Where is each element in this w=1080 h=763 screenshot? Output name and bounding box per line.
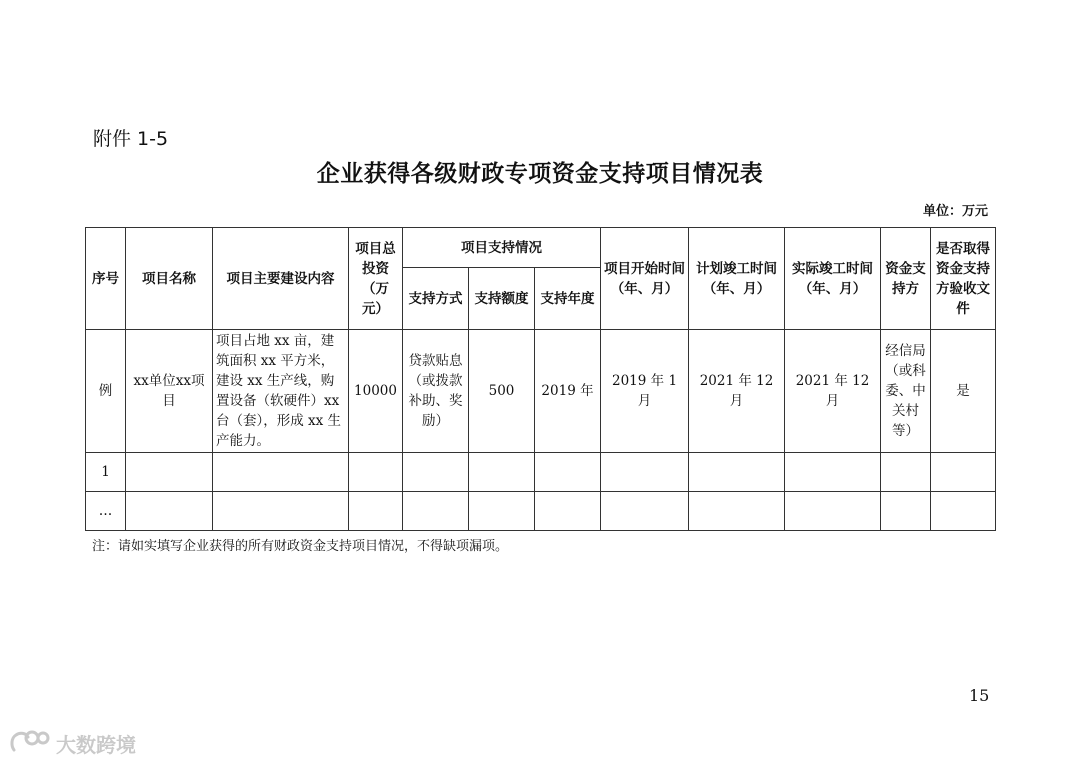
cell-total-invest [349, 492, 403, 531]
page-title: 企业获得各级财政专项资金支持项目情况表 [316, 161, 764, 187]
cell-actual-end [785, 492, 881, 531]
header-actual-end: 实际竣工时间（年、月） [785, 228, 881, 330]
cell-acceptance [931, 453, 996, 492]
header-project-name: 项目名称 [126, 228, 213, 330]
table-row [86, 330, 996, 453]
header-acceptance: 是否取得资金支持方验收文件 [931, 228, 996, 330]
cell-plan-end [689, 492, 785, 531]
cell-support-amount [469, 453, 535, 492]
cell-seq: … [86, 492, 126, 531]
watermark-text: 大数跨境 [56, 733, 136, 757]
cell-fund-source [881, 492, 931, 531]
cell-content [213, 492, 349, 531]
cell-total-invest: 10000 [349, 330, 403, 453]
header-total-invest: 项目总投资（万元） [349, 228, 403, 330]
header-fund-source: 资金支持方 [881, 228, 931, 330]
cell-support-year [535, 453, 601, 492]
header-content: 项目主要建设内容 [213, 228, 349, 330]
cell-acceptance [931, 492, 996, 531]
unit-label: 单位：万元 [922, 204, 988, 219]
header-support-year: 支持年度 [535, 268, 601, 330]
cell-plan-end [689, 453, 785, 492]
cell-actual-end: 2021 年 12 月 [785, 330, 881, 453]
cell-actual-end [785, 453, 881, 492]
cell-content: 项目占地 xx 亩，建筑面积 xx 平方米，建设 xx 生产线，购置设备（软硬件）xx 台（套），形成 xx 生产能力。 [213, 330, 349, 453]
cell-support-method [403, 453, 469, 492]
page-number: 15 [969, 686, 990, 705]
table-row [86, 453, 996, 492]
attachment-label: 附件 1-5 [93, 128, 169, 150]
cell-seq: 例 [86, 330, 126, 453]
cell-start-time: 2019 年 1 月 [601, 330, 689, 453]
chat-bubbles-logo-icon [10, 728, 50, 759]
header-support-amount: 支持额度 [469, 268, 535, 330]
watermark [10, 728, 136, 759]
cell-support-year: 2019 年 [535, 330, 601, 453]
header-support-group: 项目支持情况 [403, 228, 601, 268]
header-seq: 序号 [86, 228, 126, 330]
footnote: 注：请如实填写企业获得的所有财政资金支持项目情况，不得缺项漏项。 [92, 539, 509, 554]
cell-project-name: xx单位xx项目 [126, 330, 213, 453]
header-plan-end: 计划竣工时间（年、月） [689, 228, 785, 330]
cell-fund-source: 经信局（或科委、中关村等） [881, 330, 931, 453]
cell-start-time [601, 492, 689, 531]
cell-support-amount [469, 492, 535, 531]
header-support-method: 支持方式 [403, 268, 469, 330]
cell-project-name [126, 453, 213, 492]
cell-start-time [601, 453, 689, 492]
support-projects-table [85, 227, 996, 531]
cell-support-amount: 500 [469, 330, 535, 453]
cell-seq: 1 [86, 453, 126, 492]
cell-acceptance: 是 [931, 330, 996, 453]
cell-support-method [403, 492, 469, 531]
cell-support-year [535, 492, 601, 531]
header-start-time: 项目开始时间（年、月） [601, 228, 689, 330]
cell-plan-end: 2021 年 12 月 [689, 330, 785, 453]
cell-content [213, 453, 349, 492]
cell-project-name [126, 492, 213, 531]
table-row [86, 492, 996, 531]
cell-fund-source [881, 453, 931, 492]
cell-total-invest [349, 453, 403, 492]
cell-support-method: 贷款贴息（或拨款补助、奖励） [403, 330, 469, 453]
